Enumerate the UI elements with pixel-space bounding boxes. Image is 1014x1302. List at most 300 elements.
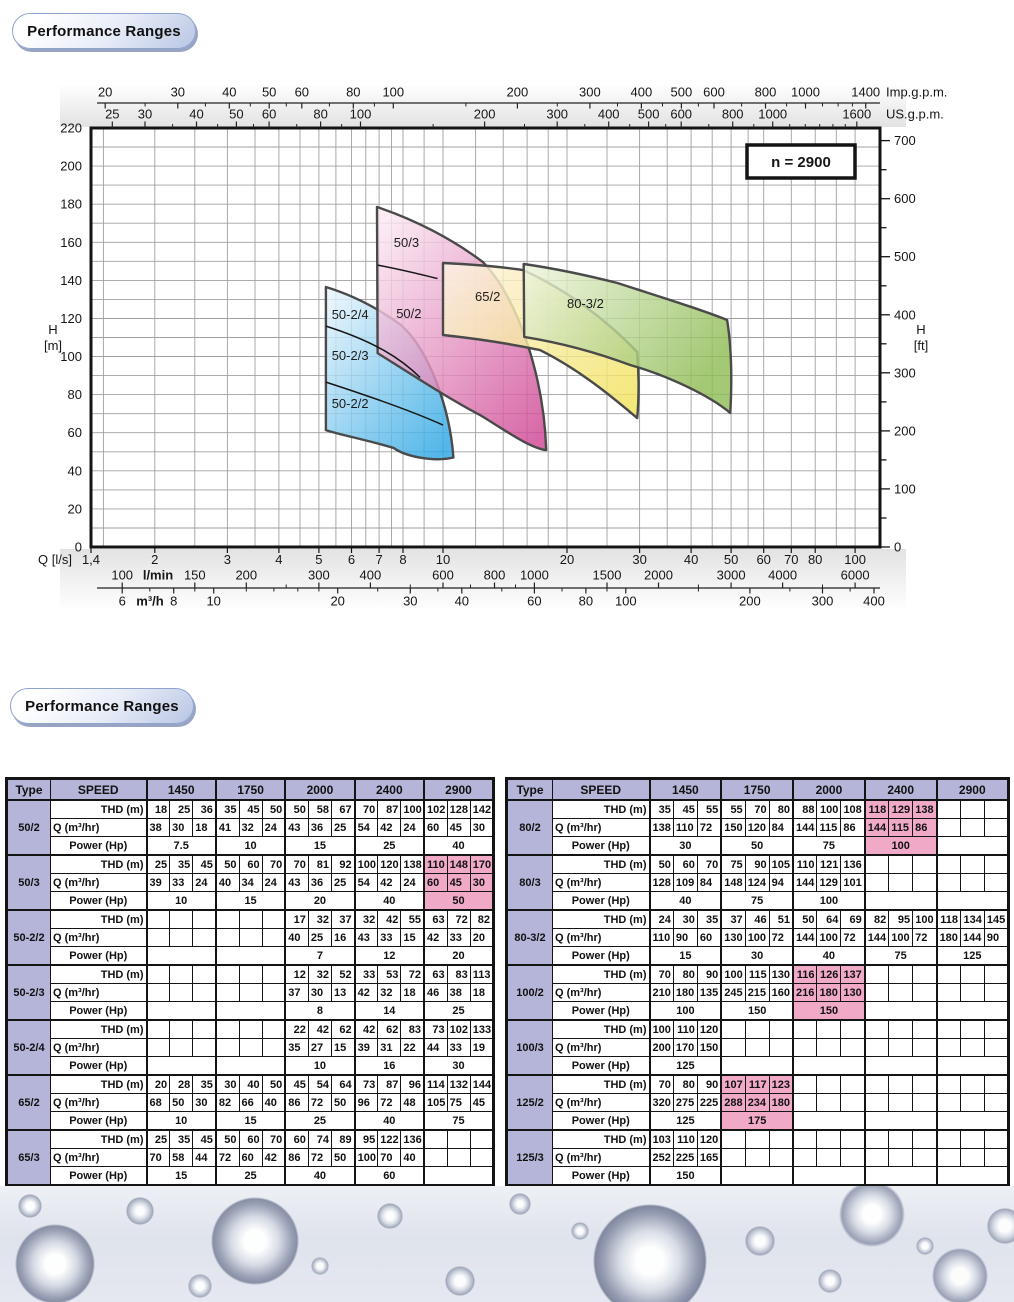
q-value-cell: 210 <box>650 984 674 1002</box>
thd-value-cell: 83 <box>401 1020 424 1039</box>
thd-value-cell: 42 <box>355 1020 378 1039</box>
q-value-cell <box>721 1149 745 1167</box>
h-m-tick: 180 <box>60 196 82 212</box>
thd-value-cell: 22 <box>285 1020 308 1039</box>
power-cell: 10 <box>216 837 285 856</box>
q-value-cell: 72 <box>216 1149 239 1167</box>
thd-value-cell <box>913 1020 937 1039</box>
q-value-cell: 33 <box>447 1039 470 1057</box>
thd-value-cell: 35 <box>650 800 674 819</box>
thd-value-cell <box>841 1130 865 1149</box>
thd-value-cell: 136 <box>841 855 865 874</box>
q-value-cell: 225 <box>673 1149 697 1167</box>
thd-value-cell: 129 <box>889 800 913 819</box>
q-value-cell: 46 <box>424 984 447 1002</box>
power-cell: 125 <box>650 1112 722 1131</box>
thd-value-cell: 55 <box>401 910 424 929</box>
row-label-q: Q (m³/hr) <box>553 819 650 837</box>
m3h-tick: 6 <box>118 593 126 609</box>
us-gpm-tick: 25 <box>105 106 120 122</box>
q-value-cell <box>817 1094 841 1112</box>
thd-value-cell: 50 <box>262 800 285 819</box>
region-label: 50/3 <box>393 235 420 250</box>
power-cell <box>937 1002 1009 1021</box>
row-label-power: Power (Hp) <box>51 1057 147 1076</box>
row-label-thd: THD (m) <box>51 965 147 984</box>
lmin-tick: 800 <box>483 567 506 583</box>
q-value-cell <box>424 1149 447 1167</box>
q-value-cell: 72 <box>913 929 937 947</box>
q-value-cell: 35 <box>285 1039 308 1057</box>
type-cell: 125/2 <box>507 1075 553 1130</box>
thd-value-cell: 128 <box>447 800 470 819</box>
q-value-cell: 180 <box>937 929 961 947</box>
q-value-cell: 44 <box>193 1149 216 1167</box>
thd-value-cell: 110 <box>424 855 447 874</box>
power-cell <box>865 892 937 911</box>
thd-value-cell: 138 <box>913 800 937 819</box>
q-value-cell: 90 <box>984 929 1008 947</box>
thd-value-cell <box>170 965 193 984</box>
q-value-cell: 18 <box>193 819 216 837</box>
q-value-cell <box>841 1039 865 1057</box>
row-label-power: Power (Hp) <box>553 1167 650 1186</box>
row-label-thd: THD (m) <box>553 800 650 819</box>
q-value-cell <box>865 1039 889 1057</box>
table-row <box>507 1130 1009 1149</box>
q-value-cell: 38 <box>447 984 470 1002</box>
q-value-cell: 215 <box>745 984 769 1002</box>
power-cell: 50 <box>721 837 793 856</box>
thd-value-cell <box>147 910 170 929</box>
thd-value-cell: 60 <box>239 1130 262 1149</box>
imp-gpm-tick: 30 <box>170 84 186 100</box>
q-value-cell: 24 <box>262 874 285 892</box>
thd-value-cell: 80 <box>673 965 697 984</box>
q-value-cell: 19 <box>470 1039 493 1057</box>
q-value-cell <box>865 1094 889 1112</box>
thd-value-cell: 50 <box>216 1130 239 1149</box>
thd-value-cell <box>841 1075 865 1094</box>
q-value-cell <box>216 929 239 947</box>
type-cell: 100/2 <box>507 965 553 1020</box>
thd-value-cell: 60 <box>239 855 262 874</box>
thd-value-cell: 32 <box>308 965 331 984</box>
imp-gpm-tick: 800 <box>754 84 777 100</box>
thd-value-cell <box>817 1075 841 1094</box>
thd-value-cell: 113 <box>470 965 493 984</box>
q-value-cell: 96 <box>355 1094 378 1112</box>
row-label-thd: THD (m) <box>51 910 147 929</box>
thd-value-cell: 95 <box>889 910 913 929</box>
thd-value-cell: 87 <box>378 1075 401 1094</box>
thd-value-cell: 114 <box>424 1075 447 1094</box>
thd-value-cell <box>216 965 239 984</box>
lmin-tick: 200 <box>235 567 258 583</box>
q-ls-tick: 100 <box>844 552 866 567</box>
row-label-thd: THD (m) <box>553 1130 650 1149</box>
q-value-cell: 100 <box>355 1149 378 1167</box>
thd-value-cell: 70 <box>697 855 721 874</box>
q-value-cell: 128 <box>650 874 674 892</box>
thd-value-cell: 96 <box>401 1075 424 1094</box>
thd-value-cell: 37 <box>332 910 355 929</box>
q-value-cell <box>937 1149 961 1167</box>
thd-value-cell: 145 <box>984 910 1008 929</box>
q-value-cell: 40 <box>401 1149 424 1167</box>
thd-value-cell <box>817 1020 841 1039</box>
thd-value-cell <box>889 1130 913 1149</box>
q-ls-tick: 60 <box>756 552 771 567</box>
q-value-cell: 16 <box>332 929 355 947</box>
q-value-cell: 138 <box>650 819 674 837</box>
row-label-thd: THD (m) <box>553 965 650 984</box>
q-ls-tick: 7 <box>375 552 383 567</box>
row-label-q: Q (m³/hr) <box>51 1094 147 1112</box>
q-value-cell: 72 <box>378 1094 401 1112</box>
row-label-q: Q (m³/hr) <box>51 1149 147 1167</box>
thd-value-cell <box>937 965 961 984</box>
q-value-cell <box>239 929 262 947</box>
q-value-cell <box>913 1149 937 1167</box>
thd-value-cell: 60 <box>673 855 697 874</box>
m3h-tick: 30 <box>403 593 418 609</box>
q-value-cell <box>817 1039 841 1057</box>
thd-value-cell: 107 <box>721 1075 745 1094</box>
h-ft-tick: 200 <box>894 423 916 439</box>
power-cell: 150 <box>650 1167 722 1186</box>
m3h-tick: 200 <box>739 593 761 609</box>
thd-value-cell: 12 <box>285 965 308 984</box>
h-m-tick: 220 <box>60 120 82 136</box>
table-row <box>507 965 1009 984</box>
imp-gpm-tick: 500 <box>670 84 693 100</box>
region-label: 80-3/2 <box>567 296 604 311</box>
us-gpm-tick: 600 <box>670 106 693 122</box>
thd-value-cell <box>984 1130 1008 1149</box>
power-cell: 15 <box>285 837 354 856</box>
q-value-cell: 144 <box>865 819 889 837</box>
imp-gpm-tick: 400 <box>630 84 653 100</box>
q-ls-tick: 30 <box>632 552 647 567</box>
power-cell: 100 <box>650 1002 722 1021</box>
q-value-cell <box>960 984 984 1002</box>
q-value-cell: 32 <box>239 819 262 837</box>
q-value-cell: 18 <box>470 984 493 1002</box>
q-value-cell: 42 <box>378 874 401 892</box>
row-label-power: Power (Hp) <box>51 1167 147 1186</box>
thd-value-cell: 50 <box>216 855 239 874</box>
q-value-cell: 43 <box>355 929 378 947</box>
thd-value-cell: 136 <box>401 1130 424 1149</box>
thd-value-cell <box>865 1130 889 1149</box>
thd-value-cell: 82 <box>865 910 889 929</box>
thd-value-cell: 64 <box>817 910 841 929</box>
thd-value-cell: 18 <box>147 800 170 819</box>
q-value-cell: 20 <box>470 929 493 947</box>
thd-value-cell: 116 <box>793 965 817 984</box>
q-value-cell: 135 <box>697 984 721 1002</box>
thd-value-cell: 103 <box>650 1130 674 1149</box>
q-value-cell: 72 <box>841 929 865 947</box>
thd-value-cell <box>937 1075 961 1094</box>
header-cell: SPEED <box>51 779 147 801</box>
thd-value-cell: 121 <box>817 855 841 874</box>
thd-value-cell: 102 <box>447 1020 470 1039</box>
q-value-cell: 130 <box>721 929 745 947</box>
thd-value-cell: 120 <box>697 1020 721 1039</box>
thd-value-cell: 82 <box>470 910 493 929</box>
thd-value-cell: 50 <box>285 800 308 819</box>
q-value-cell: 170 <box>673 1039 697 1057</box>
table-row <box>7 1130 494 1149</box>
h-m-tick: 100 <box>60 349 82 364</box>
q-value-cell: 72 <box>697 819 721 837</box>
thd-value-cell: 80 <box>769 800 793 819</box>
q-value-cell: 40 <box>262 1094 285 1112</box>
power-cell: 75 <box>424 1112 494 1131</box>
h-ft-axis-title: H <box>916 322 926 337</box>
imp-gpm-tick: 20 <box>97 84 113 100</box>
q-value-cell <box>262 1039 285 1057</box>
power-cell <box>793 1167 865 1186</box>
power-cell: 7 <box>285 947 354 966</box>
thd-value-cell: 70 <box>650 1075 674 1094</box>
q-value-cell <box>913 874 937 892</box>
h-ft-tick: 100 <box>894 481 916 497</box>
row-label-q: Q (m³/hr) <box>553 1039 650 1057</box>
row-label-thd: THD (m) <box>553 1020 650 1039</box>
q-value-cell: 288 <box>721 1094 745 1112</box>
thd-value-cell: 100 <box>721 965 745 984</box>
thd-value-cell: 70 <box>262 1130 285 1149</box>
q-value-cell <box>937 1094 961 1112</box>
thd-value-cell: 45 <box>193 855 216 874</box>
q-value-cell: 180 <box>769 1094 793 1112</box>
thd-value-cell: 115 <box>745 965 769 984</box>
row-label-power: Power (Hp) <box>51 1112 147 1131</box>
thd-value-cell <box>984 1075 1008 1094</box>
q-ls-tick: 2 <box>151 552 159 567</box>
imp-gpm-tick: 100 <box>382 84 405 100</box>
lmin-tick: 3000 <box>716 567 746 583</box>
thd-value-cell: 25 <box>170 800 193 819</box>
row-label-q: Q (m³/hr) <box>553 929 650 947</box>
h-m-tick: 20 <box>67 501 82 517</box>
q-value-cell: 50 <box>332 1094 355 1112</box>
q-value-cell: 60 <box>424 874 447 892</box>
q-value-cell: 33 <box>447 929 470 947</box>
q-ls-tick: 1,4 <box>81 552 101 567</box>
thd-value-cell: 30 <box>216 1075 239 1094</box>
us-gpm-tick: 800 <box>721 106 744 122</box>
thd-value-cell: 100 <box>650 1020 674 1039</box>
q-ls-axis-title: Q [l/s] <box>38 552 72 567</box>
thd-value-cell: 35 <box>216 800 239 819</box>
thd-value-cell <box>262 910 285 929</box>
q-value-cell <box>984 984 1008 1002</box>
thd-value-cell <box>170 910 193 929</box>
h-ft-tick: 700 <box>894 133 916 149</box>
thd-value-cell: 60 <box>285 1130 308 1149</box>
h-m-tick: 40 <box>67 463 82 479</box>
badge-bottom-label: Performance Ranges <box>25 697 179 715</box>
power-cell: 50 <box>424 892 494 911</box>
m3h-tick: 100 <box>614 593 637 609</box>
h-m-tick: 120 <box>60 311 82 326</box>
m3h-tick: 300 <box>811 593 834 609</box>
thd-value-cell <box>216 1020 239 1039</box>
q-value-cell: 34 <box>239 874 262 892</box>
power-cell: 14 <box>355 1002 424 1021</box>
q-ls-tick: 20 <box>559 552 575 567</box>
thd-value-cell <box>913 855 937 874</box>
header-cell-speed: 2400 <box>865 779 937 801</box>
q-value-cell: 42 <box>355 984 378 1002</box>
q-value-cell: 40 <box>285 929 308 947</box>
q-value-cell: 30 <box>470 874 493 892</box>
q-value-cell <box>769 1039 793 1057</box>
thd-value-cell: 64 <box>332 1075 355 1094</box>
q-value-cell: 33 <box>170 874 193 892</box>
us-gpm-tick: 1000 <box>758 106 788 122</box>
us-gpm-tick: 400 <box>597 106 620 122</box>
q-value-cell <box>865 984 889 1002</box>
power-cell <box>721 1057 793 1076</box>
thd-value-cell: 108 <box>841 800 865 819</box>
thd-value-cell <box>960 855 984 874</box>
power-cell <box>216 1002 285 1021</box>
q-value-cell: 115 <box>817 819 841 837</box>
q-value-cell <box>239 1039 262 1057</box>
thd-value-cell: 51 <box>769 910 793 929</box>
q-value-cell: 37 <box>285 984 308 1002</box>
thd-value-cell <box>913 1130 937 1149</box>
lmin-tick: 1500 <box>592 567 622 583</box>
thd-value-cell <box>745 1130 769 1149</box>
h-ft-tick: 400 <box>894 307 916 323</box>
performance-ranges-badge-top <box>12 13 196 49</box>
thd-value-cell: 36 <box>193 800 216 819</box>
q-value-cell: 75 <box>447 1094 470 1112</box>
type-cell: 125/3 <box>507 1130 553 1186</box>
thd-value-cell: 144 <box>470 1075 493 1094</box>
thd-value-cell: 80 <box>673 1075 697 1094</box>
power-cell <box>937 892 1009 911</box>
thd-value-cell <box>960 1075 984 1094</box>
imp-gpm-unit-label: Imp.g.p.m. <box>886 84 948 100</box>
lmin-tick: 6000 <box>840 567 870 583</box>
row-label-thd: THD (m) <box>51 800 147 819</box>
thd-value-cell: 28 <box>170 1075 193 1094</box>
type-cell: 65/3 <box>7 1130 51 1186</box>
thd-value-cell <box>889 965 913 984</box>
q-value-cell: 245 <box>721 984 745 1002</box>
power-cell <box>216 1057 285 1076</box>
power-cell <box>793 1057 865 1076</box>
q-value-cell <box>793 1039 817 1057</box>
table-header-row <box>507 779 1009 801</box>
power-cell <box>865 1112 937 1131</box>
q-value-cell <box>984 1149 1008 1167</box>
q-value-cell: 100 <box>889 929 913 947</box>
q-value-cell <box>147 984 170 1002</box>
thd-value-cell: 55 <box>721 800 745 819</box>
type-cell: 50/3 <box>7 855 51 910</box>
row-label-q: Q (m³/hr) <box>51 1039 147 1057</box>
thd-value-cell <box>793 1020 817 1039</box>
thd-value-cell: 50 <box>262 1075 285 1094</box>
thd-value-cell: 73 <box>355 1075 378 1094</box>
power-cell <box>937 1057 1009 1076</box>
imp-gpm-tick: 50 <box>261 84 277 100</box>
thd-value-cell: 70 <box>285 855 308 874</box>
type-cell: 50-2/4 <box>7 1020 51 1075</box>
q-value-cell <box>865 1149 889 1167</box>
us-gpm-tick: 80 <box>313 106 328 122</box>
q-value-cell: 54 <box>355 874 378 892</box>
q-value-cell: 42 <box>378 819 401 837</box>
thd-value-cell: 100 <box>355 855 378 874</box>
thd-value-cell <box>937 800 961 819</box>
thd-value-cell: 63 <box>424 965 447 984</box>
q-value-cell <box>960 819 984 837</box>
lmin-unit-label: l/min <box>142 567 174 583</box>
q-value-cell: 84 <box>769 819 793 837</box>
thd-value-cell: 118 <box>937 910 961 929</box>
q-value-cell: 22 <box>401 1039 424 1057</box>
thd-value-cell: 24 <box>650 910 674 929</box>
q-ls-tick: 70 <box>784 552 799 567</box>
power-cell: 40 <box>285 1167 354 1186</box>
power-cell: 40 <box>650 892 722 911</box>
thd-value-cell <box>865 1020 889 1039</box>
q-value-cell: 40 <box>216 874 239 892</box>
q-value-cell <box>193 929 216 947</box>
row-label-power: Power (Hp) <box>51 837 147 856</box>
thd-value-cell <box>889 1075 913 1094</box>
type-cell: 80/3 <box>507 855 553 910</box>
h-m-tick: 60 <box>67 425 82 441</box>
lmin-tick: 400 <box>359 567 382 583</box>
header-cell-speed: 2000 <box>793 779 865 801</box>
thd-value-cell <box>960 800 984 819</box>
q-value-cell: 216 <box>793 984 817 1002</box>
table-row <box>7 1020 494 1039</box>
thd-value-cell: 20 <box>147 1075 170 1094</box>
header-cell-speed: 2000 <box>285 779 354 801</box>
thd-value-cell <box>470 1130 493 1149</box>
q-value-cell <box>447 1149 470 1167</box>
q-value-cell: 82 <box>216 1094 239 1112</box>
table-row <box>507 855 1009 874</box>
thd-value-cell: 50 <box>650 855 674 874</box>
thd-value-cell <box>960 1020 984 1039</box>
q-value-cell: 144 <box>865 929 889 947</box>
thd-value-cell <box>960 965 984 984</box>
badge-top-label: Performance Ranges <box>27 22 181 40</box>
q-value-cell: 130 <box>841 984 865 1002</box>
q-value-cell: 41 <box>216 819 239 837</box>
row-label-power: Power (Hp) <box>51 892 147 911</box>
us-gpm-tick: 300 <box>546 106 569 122</box>
q-value-cell: 200 <box>650 1039 674 1057</box>
imp-gpm-tick: 1400 <box>851 84 881 100</box>
thd-value-cell: 35 <box>697 910 721 929</box>
q-value-cell: 150 <box>721 819 745 837</box>
region-label: 50/2 <box>396 306 422 322</box>
power-cell: 25 <box>424 1002 494 1021</box>
